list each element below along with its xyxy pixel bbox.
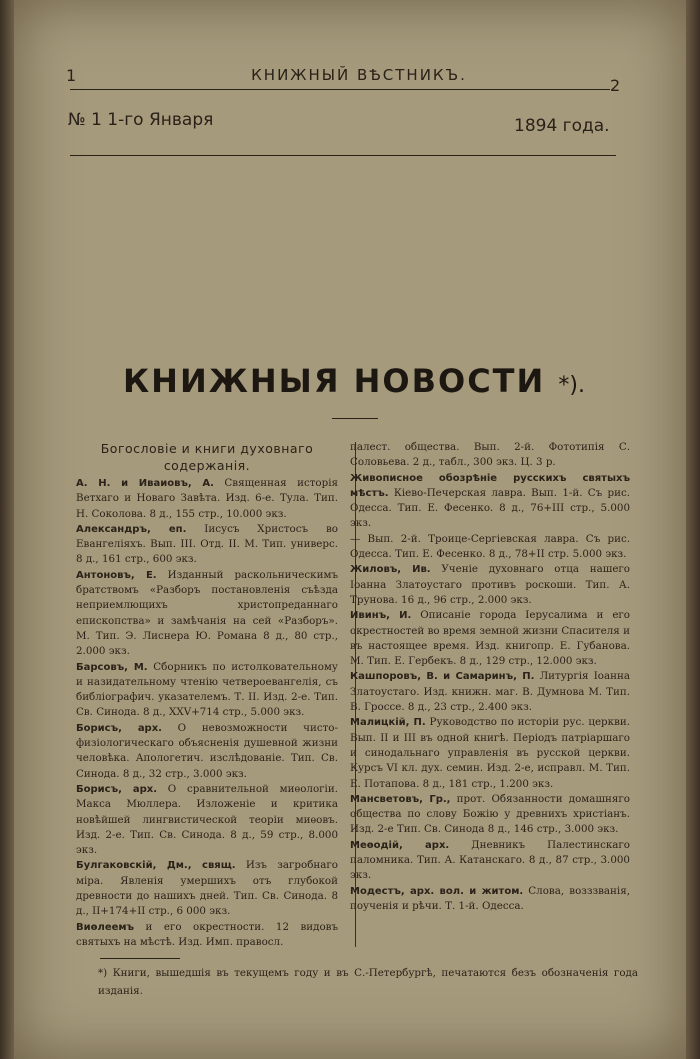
entry-author: Булгаковскій, Дм., свящ. [76,860,236,872]
entry-author: Борисъ, арх. [76,722,162,734]
entry-author: Живописное обозрѣніе русскихъ святыхъ мѣстъ. [350,472,630,499]
page-number-right: 2 [610,76,621,95]
entry-text: Кіево-Печерская лавра. Вып. 1-й. Съ рис. Одесса. Тип. Е. Фесенко. 8 д., 76+III стр., 5.000 экз. [350,486,630,530]
entry-text: и его окрестности. 12 видовъ святыхъ на мѣстѣ. Изд. Имп. правосл. [76,920,338,948]
entry-author: Кашпоровъ, В. и Самаринъ, П. [350,671,535,683]
entry-author: Виѳлеемъ [76,921,135,933]
entry-text: Дневникъ Палестинскаго паломника. Тип. А. Катанскаго. 8 д., 87 стр., 3.000 экз. [350,838,631,882]
document-page [14,0,686,1059]
main-title [114,362,594,400]
entry-text: Священная исторія Ветхаго и Новаго Завѣта. Изд. 6-е. Тула. Тип. Н. Соколова. 8 д., 155 стр., 10.000 экз. [76,477,339,520]
bibliography-entry [350,715,630,791]
right-column [350,440,630,914]
bibliography-entry [350,608,630,669]
entry-author: Ивинъ, И. [350,610,412,622]
section-heading: Богословіе и книги духовнаго содержанія. [100,441,314,473]
bibliography-entry [76,476,338,522]
issue-year: 1894 года. [514,116,610,136]
footnote-rule [100,958,180,959]
entry-text: Руководство по исторіи рус. церкви. Вып. II и III въ одной книгѣ. Періодъ патріаршаго и синодальнаго управленія въ русской церкви. Курсъ VI кл. дух. семин. Изд. 2-е, исправл. М. Тип. Е. Потапова. 8 д., 181 стр., 1.200 экз. [350,716,630,790]
entry-text: Іисусъ Христосъ во Евангеліяхъ. Вып. III. Отд. II. М. Тип. универс. 8 д., 161 стр., 600 экз. [76,522,338,566]
entry-text: Литургія Іоанна Златоустаго. Изд. книжн. маг. В. Думнова М. Тип. В. Гроссе. 8 д., 23 стр., 2.400 экз. [350,670,630,714]
book-edge-right [686,0,700,1059]
bibliography-entry [76,920,338,951]
bibliography-entry [350,884,630,915]
bibliography-entry [76,660,338,721]
running-title: КНИЖНЫЙ ВѢСТНИКЪ. [251,66,467,84]
bibliography-entry [350,669,630,715]
main-title-text: КНИЖНЫЯ НОВОСТИ [123,362,546,400]
issue-number: № 1 1-го Января [68,110,214,130]
footnote-mark: *). [558,373,585,398]
entry-text: — Вып. 2-й. Троице-Сергіевская лавра. Съ рис. Одесса. Тип. Е. Фесенко. 8 д., 78+II стр. 5.000 экз. [350,532,630,561]
entry-text: Изъ загробнаго міра. Явленія умершихъ отъ глубокой древности до нашихъ дней. Тип. Св. Синода. 8 д., II+174+II стр., 6 000 экз. [76,859,338,918]
entry-text: Ученіе духовнаго отца нашего Іоанна Златоустаго противъ роскоши. Тип. А. Трунова. 16 д., 96 стр., 2.000 экз. [350,563,631,606]
entry-author: Жиловъ, Ив. [350,564,431,576]
bibliography-entry [350,792,630,838]
bibliography-entry [76,782,338,858]
entry-author: Борисъ, арх. [76,783,158,795]
page-number-left: 1 [66,66,77,85]
entry-author: Меѳодій, арх. [350,839,450,851]
book-gutter-left [0,0,14,1059]
header-rule [70,89,610,90]
entry-author: Модестъ, арх. вол. и житом. [350,885,524,897]
bibliography-entry [350,471,630,532]
bibliography-entry [350,562,630,608]
bibliography-entry [350,838,630,884]
footnote: *) Книги, вышедшія въ текущемъ году и въ С.-Петербургѣ, печатаются безъ обозначенія года изданія. [98,967,638,997]
entry-text: О сравнительной миѳологіи. Макса Мюллера. Изложеніе и критика новѣйшей лингвистической теоріи миѳовъ. Изд. 2-е. Тип. Св. Синода. 8 д., 59 стр., 8.000 экз. [76,782,338,857]
entry-author: Александръ, еп. [76,523,187,535]
entry-author: Барсовъ, М. [76,661,148,673]
entry-text: палест. общества. Вып. 2-й. Фототипія С. Соловьева. 2 д., табл., 300 экз. Ц. 3 р. [350,441,630,469]
issue-rule [70,155,616,156]
bibliography-entry [76,568,338,660]
entry-text: Слова, возззванія, поученія и рѣчи. Т. 1-й. Одесса. [350,884,630,912]
entry-author: Малицкій, П. [350,717,426,729]
left-column [76,440,338,950]
bibliography-entry [76,858,338,919]
entry-text: прот. Обязанности домашняго общества по слову Божію у древнихъ христіанъ. Изд. 2-е Тип. Св. Синода 8 д., 146 стр., 3.000 экз. [350,792,630,836]
bibliography-entry [76,522,338,568]
bibliography-entry [350,532,630,563]
title-rule [332,418,378,419]
entry-text: Сборникъ по истолковательному и назидательному чтенію четвероевангелія, съ библіографич. указателемъ. Т. II. Изд. 2-е. Тип. Св. Синода. 8 д., XXV+714 стр., 5.000 экз. [76,660,338,719]
entry-author: А. Н. и Иваиовъ, А. [76,478,214,489]
entry-text: Изданный раскольническимъ братствомъ «Разборъ постановленія съѣзда неприемлющихъ христопреданнаго епископства» и замѣчанія на сей «Разборъ». М. Тип. Э. Лиснера Ю. Романа 8 д., 80 стр., 2.000 экз. [76,568,338,658]
bibliography-entry [350,440,630,471]
bibliography-entry [76,721,338,782]
entry-author: Мансветовъ, Гр., [350,793,451,805]
entry-text: Описаніе города Іерусалима и его окрестностей во время земной жизни Спасителя и въ настоящее время. Изд. книгопр. Е. Губанова. М. Тип. Е. Гербекъ. 8 д., 129 стр., 12.000 экз. [350,609,631,668]
entry-text: О невозможности чисто-физіологическаго объясненія душевной жизни человѣка. Апологетич. изслѣдованіе. Тип. Св. Синода. 8 д., 32 стр., 3.000 экз. [76,721,338,780]
entry-author: Антоновъ, Е. [76,569,157,581]
